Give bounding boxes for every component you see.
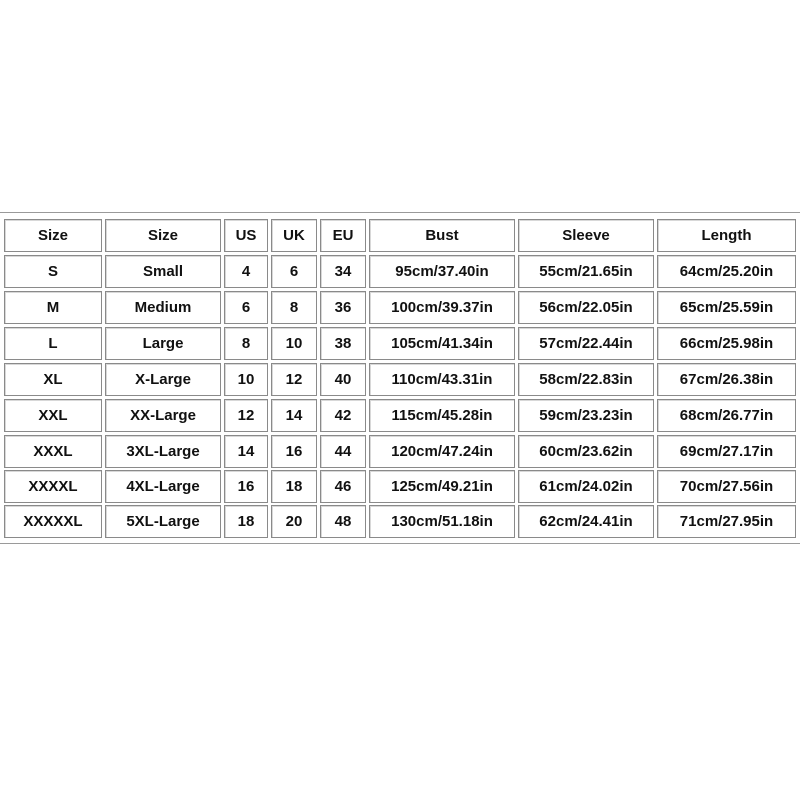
cell-size-name: Medium	[105, 291, 221, 324]
table-row	[0, 470, 800, 503]
cell-size-name: 5XL-Large	[105, 505, 221, 538]
header-bust: Bust	[369, 219, 515, 252]
cell-size-name: XX-Large	[105, 399, 221, 432]
header-uk: UK	[271, 219, 317, 252]
cell-uk: 6	[271, 255, 317, 288]
header-size: Size	[4, 219, 102, 252]
table-row	[0, 505, 800, 538]
table-header-row	[0, 219, 800, 252]
cell-size: XXXXL	[4, 470, 102, 503]
cell-size-name: 4XL-Large	[105, 470, 221, 503]
cell-size: XXXXXL	[4, 505, 102, 538]
cell-bust: 115cm/45.28in	[369, 399, 515, 432]
cell-sleeve: 62cm/24.41in	[518, 505, 654, 538]
cell-size: S	[4, 255, 102, 288]
cell-us: 12	[224, 399, 268, 432]
cell-bust: 95cm/37.40in	[369, 255, 515, 288]
cell-sleeve: 55cm/21.65in	[518, 255, 654, 288]
cell-size-name: Large	[105, 327, 221, 360]
cell-length: 65cm/25.59in	[657, 291, 796, 324]
header-size-name: Size	[105, 219, 221, 252]
cell-length: 68cm/26.77in	[657, 399, 796, 432]
cell-us: 6	[224, 291, 268, 324]
cell-sleeve: 58cm/22.83in	[518, 363, 654, 396]
table-row	[0, 363, 800, 396]
cell-eu: 46	[320, 470, 366, 503]
cell-bust: 120cm/47.24in	[369, 435, 515, 468]
cell-size: XL	[4, 363, 102, 396]
table-row	[0, 255, 800, 288]
cell-sleeve: 60cm/23.62in	[518, 435, 654, 468]
header-length: Length	[657, 219, 796, 252]
table-row	[0, 327, 800, 360]
cell-size-name: Small	[105, 255, 221, 288]
cell-bust: 110cm/43.31in	[369, 363, 515, 396]
cell-bust: 100cm/39.37in	[369, 291, 515, 324]
cell-us: 8	[224, 327, 268, 360]
cell-eu: 48	[320, 505, 366, 538]
cell-length: 66cm/25.98in	[657, 327, 796, 360]
cell-eu: 36	[320, 291, 366, 324]
cell-uk: 12	[271, 363, 317, 396]
cell-us: 18	[224, 505, 268, 538]
cell-uk: 20	[271, 505, 317, 538]
cell-uk: 16	[271, 435, 317, 468]
header-us: US	[224, 219, 268, 252]
cell-eu: 34	[320, 255, 366, 288]
cell-sleeve: 59cm/23.23in	[518, 399, 654, 432]
table-row	[0, 291, 800, 324]
cell-size: M	[4, 291, 102, 324]
cell-uk: 10	[271, 327, 317, 360]
cell-length: 64cm/25.20in	[657, 255, 796, 288]
table-row	[0, 399, 800, 432]
cell-size-name: X-Large	[105, 363, 221, 396]
cell-bust: 105cm/41.34in	[369, 327, 515, 360]
cell-uk: 8	[271, 291, 317, 324]
header-sleeve: Sleeve	[518, 219, 654, 252]
cell-bust: 125cm/49.21in	[369, 470, 515, 503]
cell-bust: 130cm/51.18in	[369, 505, 515, 538]
cell-size-name: 3XL-Large	[105, 435, 221, 468]
cell-eu: 42	[320, 399, 366, 432]
cell-us: 16	[224, 470, 268, 503]
cell-size: L	[4, 327, 102, 360]
header-eu: EU	[320, 219, 366, 252]
cell-uk: 14	[271, 399, 317, 432]
size-chart-table	[0, 212, 800, 544]
cell-us: 14	[224, 435, 268, 468]
cell-eu: 44	[320, 435, 366, 468]
cell-length: 67cm/26.38in	[657, 363, 796, 396]
cell-size: XXL	[4, 399, 102, 432]
cell-us: 4	[224, 255, 268, 288]
cell-length: 71cm/27.95in	[657, 505, 796, 538]
cell-sleeve: 61cm/24.02in	[518, 470, 654, 503]
cell-sleeve: 57cm/22.44in	[518, 327, 654, 360]
cell-eu: 38	[320, 327, 366, 360]
cell-size: XXXL	[4, 435, 102, 468]
table-row	[0, 435, 800, 468]
cell-length: 70cm/27.56in	[657, 470, 796, 503]
cell-us: 10	[224, 363, 268, 396]
cell-eu: 40	[320, 363, 366, 396]
cell-uk: 18	[271, 470, 317, 503]
cell-length: 69cm/27.17in	[657, 435, 796, 468]
cell-sleeve: 56cm/22.05in	[518, 291, 654, 324]
